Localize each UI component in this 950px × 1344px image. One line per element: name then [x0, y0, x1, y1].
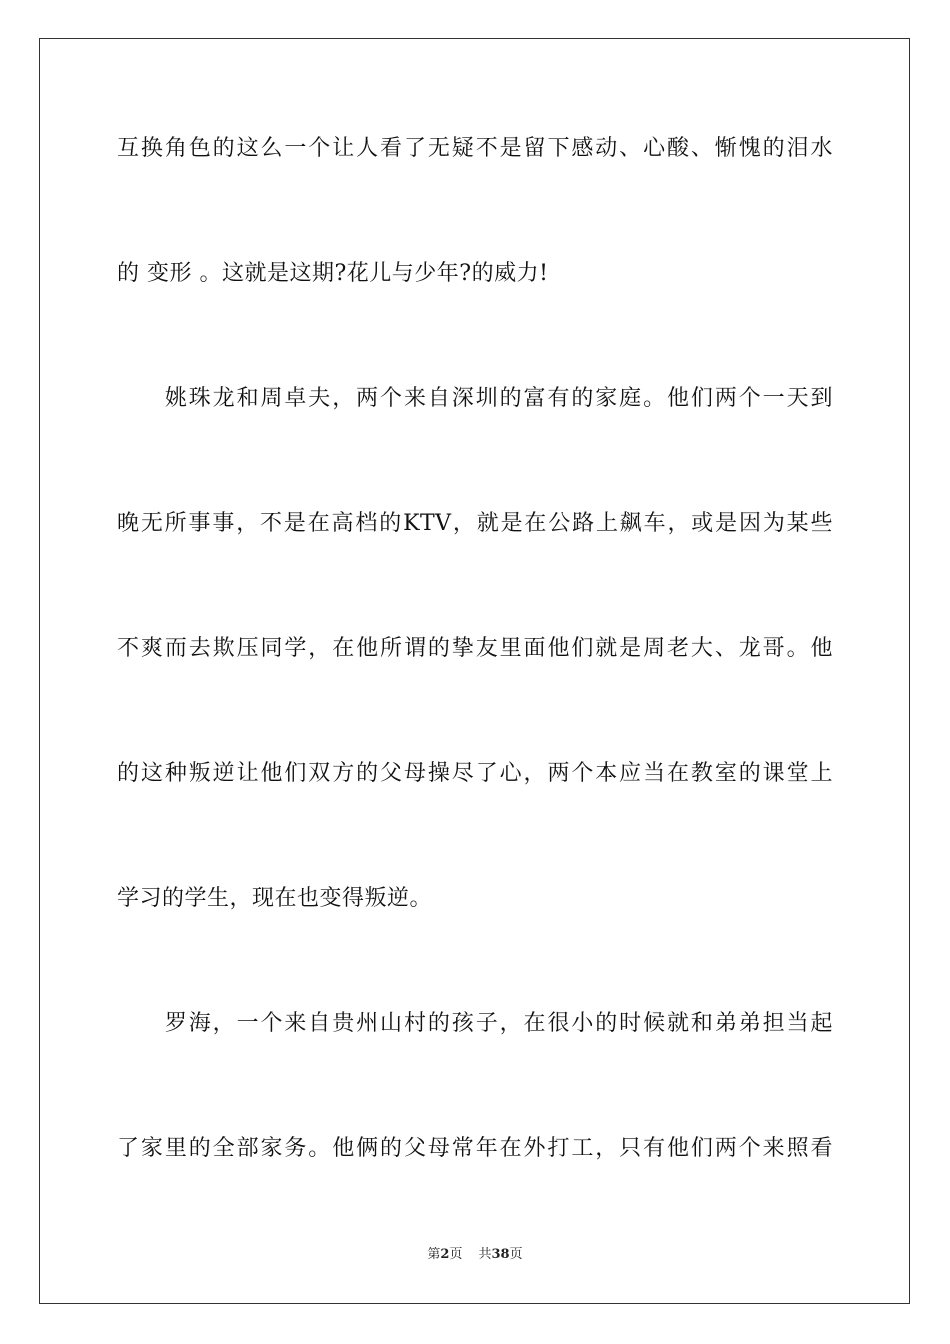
text-line-6: 的这种叛逆让他们双方的父母操尽了心，两个本应当在教室的课堂上	[117, 761, 833, 786]
text-line-4: 晚无所事事，不是在高档的KTV，就是在公路上飙车，或是因为某些	[117, 511, 833, 536]
text-line-9: 了家里的全部家务。他俩的父母常年在外打工，只有他们两个来照看	[117, 1136, 833, 1161]
page-number: 2	[440, 1247, 450, 1262]
total-suffix: 页	[509, 1247, 523, 1262]
text-line-7: 学习的学生，现在也变得叛逆。	[117, 886, 433, 911]
text-line-8: 罗海，一个来自贵州山村的孩子，在很小的时候就和弟弟担当起	[117, 1011, 833, 1036]
page-prefix: 第	[427, 1247, 441, 1262]
text-line-3: 姚珠龙和周卓夫，两个来自深圳的富有的家庭。他们两个一天到	[117, 386, 833, 411]
page-border	[39, 38, 910, 1304]
total-pages: 38	[491, 1247, 510, 1262]
page-suffix: 页	[449, 1247, 463, 1262]
text-line-5: 不爽而去欺压同学，在他所谓的挚友里面他们就是周老大、龙哥。他	[117, 636, 833, 661]
text-line-1: 互换角色的这么一个让人看了无疑不是留下感动、心酸、惭愧的泪水	[117, 136, 833, 161]
total-prefix: 共	[478, 1247, 492, 1262]
page-footer	[0, 1246, 950, 1264]
text-line-2: 的 变形 。这就是这期?花儿与少年?的威力!	[117, 261, 549, 286]
